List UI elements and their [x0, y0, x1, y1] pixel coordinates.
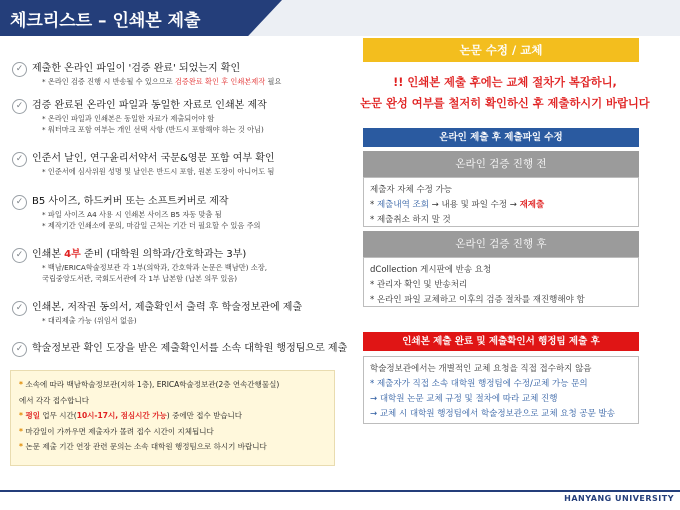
- checklist-item-note: * 대리제출 가능 (위임서 없음): [42, 316, 137, 325]
- footer-university-name: HANYANG UNIVERSITY: [564, 494, 674, 503]
- panel-line: 제출자 자체 수정 가능: [370, 185, 453, 195]
- check-icon: ✓: [12, 152, 27, 167]
- checklist-item-note: * 백남/ERICA학술정보관 각 1부(의학과, 간호학과 논문은 백남만) 소장,: [42, 263, 267, 272]
- checklist-item: [10, 194, 260, 231]
- checklist-item-note: 국립중앙도서관, 국회도서관에 각 1부 납본함 (납본 의무 있음): [42, 274, 238, 283]
- notice-line: * 논문 제출 기간 연장 관련 문의는 소속 대학원 행정팀으로 하시기 바랍니다: [19, 442, 267, 451]
- check-icon: ✓: [12, 248, 27, 263]
- check-icon: ✓: [12, 301, 27, 316]
- revision-title-bar: 논문 수정 / 교체: [363, 38, 639, 62]
- notice-line: 에서 각각 접수합니다: [19, 395, 89, 405]
- panel-line: * 제출자가 직접 소속 대학원 행정팀에 수정/교체 가능 문의: [370, 379, 588, 389]
- checklist-item: [10, 151, 275, 177]
- checklist-item: [10, 341, 347, 356]
- after-print-submission-bar: 인쇄본 제출 완료 및 제출확인서 행정팀 제출 후: [363, 332, 639, 351]
- checklist-item: [10, 247, 267, 284]
- checklist-item: [10, 61, 281, 87]
- checklist-item-title: 인준서 날인, 연구윤리서약서 국문&영문 포함 여부 확인: [32, 153, 275, 164]
- check-icon: ✓: [12, 342, 27, 357]
- panel-line: * 제출취소 하지 말 것: [370, 215, 451, 225]
- panel-line: → 대학원 논문 교체 규정 및 절차에 따라 교체 진행: [370, 394, 558, 404]
- after-verification-panel: [363, 257, 639, 307]
- warning-line-2: 논문 완성 여부를 철저히 확인하신 후 제출하시기 바랍니다: [360, 97, 650, 110]
- checklist-item-title: 제출한 온라인 파일이 '검증 완료' 되었는지 확인: [32, 63, 241, 74]
- checklist-item-note: * 인준서에 심사위원 성명 및 날인은 반드시 포함, 원본 도장이 아니어도 됨: [42, 167, 275, 176]
- checklist-item-title: 학술정보관 확인 도장을 받은 제출확인서를 소속 대학원 행정팀으로 제출: [32, 343, 348, 354]
- checklist-item-note: * 온라인 파일과 인쇄본은 동일한 자료가 제출되어야 함: [42, 114, 215, 123]
- warning-line-1: !! 인쇄본 제출 후에는 교체 절차가 복잡하니,: [393, 76, 617, 89]
- after-verification-header: 온라인 검증 진행 후: [363, 231, 639, 257]
- before-verification-header: 온라인 검증 진행 전: [363, 151, 639, 177]
- notice-line: * 소속에 따라 백남학술정보관(지하 1층), ERICA학술정보관(2층 연속간행물실): [19, 380, 280, 389]
- after-print-submission-panel: [363, 356, 639, 424]
- page-title: 체크리스트 – 인쇄본 제출: [10, 11, 201, 31]
- checklist-item-title: 인쇄본 4부 준비 (대학원 의학과/간호학과는 3부): [32, 249, 247, 260]
- online-revision-bar: 온라인 제출 후 제출파일 수정: [363, 128, 639, 147]
- checklist-item: [10, 300, 302, 326]
- checklist-item-note: * 파일 사이즈 A4 사용 시 인쇄본 사이즈 B5 자동 맞춤 됨: [42, 210, 222, 219]
- panel-line: * 관리자 확인 및 반송처리: [370, 280, 468, 290]
- panel-line: dCollection 게시판에 반송 요청: [370, 265, 492, 275]
- notice-box: [10, 370, 335, 466]
- before-verification-panel: [363, 177, 639, 227]
- checklist-item-title: B5 사이즈, 하드커버 또는 소프트커버로 제작: [32, 196, 229, 207]
- footer-divider: [0, 490, 680, 492]
- checklist-item-note: * 워터마크 포함 여부는 개인 선택 사항 (반드시 포함해야 하는 것 아님): [42, 125, 264, 134]
- check-icon: ✓: [12, 195, 27, 210]
- notice-line: * 마감일이 가까우면 제출자가 몰려 접수 시간이 지체됩니다: [19, 426, 214, 436]
- checklist-item-title: 검증 완료된 온라인 파일과 동일한 자료로 인쇄본 제작: [32, 100, 267, 111]
- panel-line: 학술정보관에서는 개별적인 교체 요청을 직접 접수하지 않음: [370, 364, 592, 374]
- panel-line: → 교체 시 대학원 행정팀에서 학술정보관으로 교체 요청 공문 발송: [370, 409, 615, 419]
- panel-line: * 온라인 파일 교체하고 이후의 검증 절차를 재진행해야 함: [370, 295, 585, 305]
- checklist-item-note: * 온라인 검증 진행 시 반송될 수 있으므로 검증완료 확인 후 인쇄본제작 필요: [42, 77, 282, 86]
- checklist-item-note: * 제작기간 인쇄소에 문의, 마감일 근처는 기간 더 필요할 수 있음 주의: [42, 221, 261, 230]
- checklist-item-title: 인쇄본, 저작권 동의서, 제출확인서 출력 후 학술정보관에 제출: [32, 302, 303, 313]
- check-icon: ✓: [12, 99, 27, 114]
- panel-line: * 제출내역 조회 → 내용 및 파일 수정 → 재제출: [370, 200, 545, 210]
- checklist-item: [10, 98, 267, 135]
- notice-line: * 평일 업무 시간(10시-17시, 점심시간 가능) 중에만 접수 받습니다: [19, 411, 243, 420]
- check-icon: ✓: [12, 62, 27, 77]
